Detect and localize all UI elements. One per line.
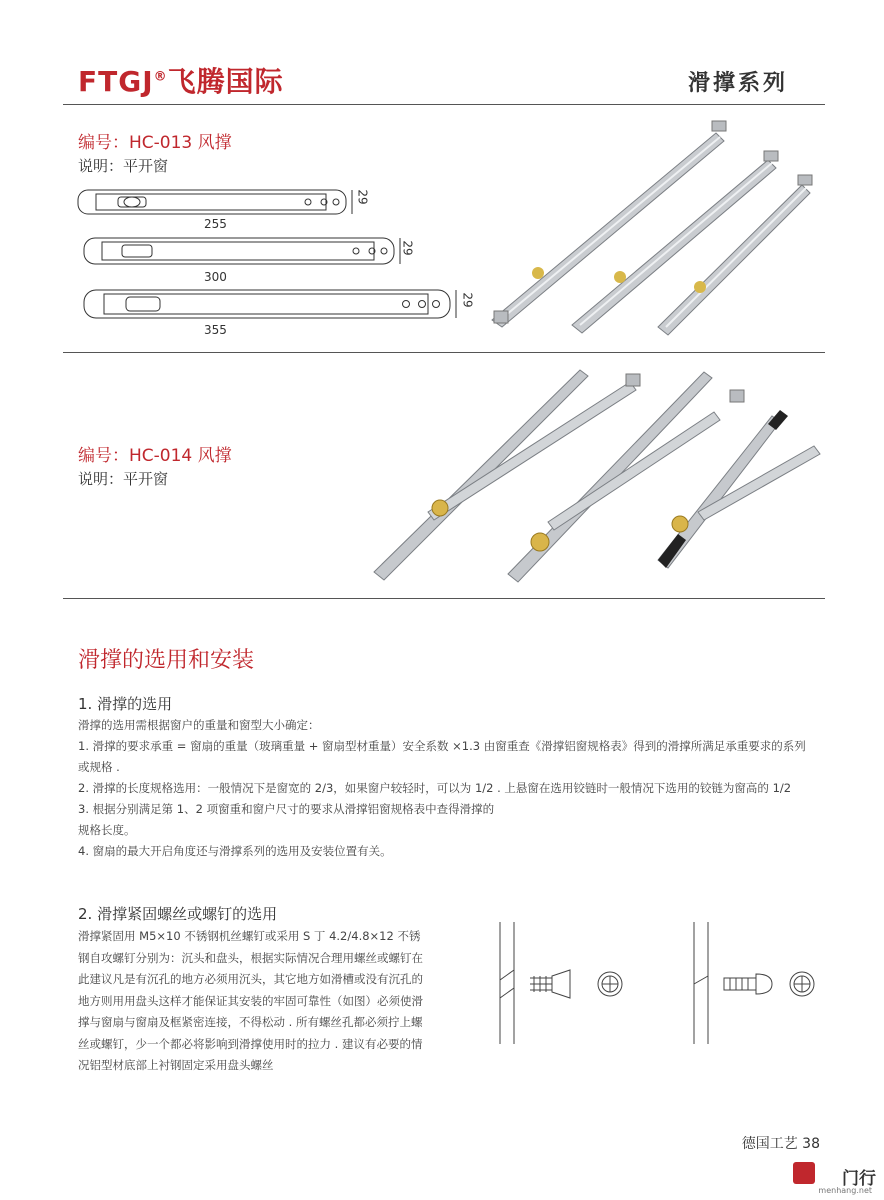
sec2-body [78, 926, 423, 1077]
drawing-355 [84, 290, 456, 318]
sec1-line: 规格长度。 [78, 823, 136, 837]
brand-logo [78, 60, 284, 100]
dim-length-2: 300 [204, 270, 227, 284]
sec2-line: 地方则用用盘头这样才能保证其安装的牢固可靠性（如图）必须使滑 [78, 993, 423, 1008]
sec2-line: 滑撑紧固用 M5×10 不锈钢机丝螺钉或采用 S 丁 4.2/4.8×12 不锈 [78, 929, 421, 943]
screw-diagram [490, 918, 830, 1048]
dim-height-1: 29 [355, 189, 370, 205]
dim-height-3: 29 [460, 292, 475, 308]
sec1-line: 1. 滑撑的要求承重 = 窗扇的重量（玻璃重量 + 窗扇型材重量）安全系数 ×1.3 由窗重查《滑撑铝窗规格表》得到的滑撑所满足承重要求的系列 [78, 739, 806, 753]
brand-latin: FTGJ [78, 65, 154, 98]
product2-code: 编号：HC-014 风撑 [78, 446, 232, 466]
divider-2 [63, 598, 825, 599]
brand-cn: 飞腾国际 [167, 65, 284, 98]
sec2-line: 钢自攻螺钉分别为：沉头和盘头，根据实际情况合理用螺丝或螺钉在 [78, 950, 423, 965]
countersunk-screw-figure [500, 922, 622, 1044]
sec2-heading: 2. 滑撑紧固螺丝或螺钉的选用 [78, 905, 278, 923]
drawing-255 [78, 190, 352, 214]
product1-desc: 说明：平开窗 [78, 157, 169, 175]
guide-title: 滑撑的选用和安装 [78, 648, 255, 673]
product2-desc: 说明：平开窗 [78, 470, 169, 488]
page-footer: 德国工艺 38 [741, 1136, 820, 1152]
header-rule [63, 104, 825, 105]
watermark-url: menhang.net [818, 1186, 872, 1195]
product1-dimension-drawings [70, 180, 470, 340]
sec2-line: 丝或螺钉，少一个都必将影响到滑撑使用时的拉力 . 建议有必要的情 [78, 1036, 423, 1051]
drawing-300 [84, 238, 400, 264]
sec1-body [78, 715, 806, 862]
sec2-line: 撑与窗扇与窗扇及框紧密连接，不得松动 . 所有螺丝孔都必须拧上螺 [78, 1015, 423, 1029]
sec1-line: 滑撑的选用需根据窗户的重量和窗型大小确定： [78, 718, 320, 732]
series-title: 滑撑系列 [687, 71, 788, 96]
product1-code: 编号：HC-013 风撑 [78, 133, 232, 153]
dim-length-1: 255 [204, 217, 227, 231]
sec1-line: 2. 滑撑的长度规格选用：一般情况下是窗宽的 2/3，如果窗户较轻时，可以为 1/2 . 上悬窗在选用铰链时一般情况下选用的铰链为窗高的 1/2 [78, 781, 792, 795]
dim-length-3: 355 [204, 323, 227, 337]
sec2-line: 况铝型材底部上衬钢固定采用盘头螺丝 [78, 1058, 274, 1072]
sec1-line: 4. 窗扇的最大开启角度还与滑撑系列的选用及安装位置有关。 [78, 844, 392, 858]
dim-height-2: 29 [400, 240, 415, 256]
sec1-line: 或规格 . [78, 760, 120, 774]
watermark-logo-icon [793, 1162, 815, 1184]
registered-mark: ® [153, 69, 168, 85]
product2-photo [368, 362, 828, 587]
stay-b [508, 372, 744, 582]
sec2-line: 此建议凡是有沉孔的地方必须用沉头，其它地方如滑槽或没有沉孔的 [78, 972, 423, 986]
product1-photo [480, 115, 830, 340]
sec1-line: 3. 根据分别满足第 1、2 项窗重和窗户尺寸的要求从滑撑铝窗规格表中查得滑撑的 [78, 802, 495, 816]
stay-a [374, 370, 640, 580]
watermark-name: 门行 [842, 1169, 876, 1189]
divider-1 [63, 352, 825, 353]
sec1-heading: 1. 滑撑的选用 [78, 695, 173, 713]
pan-head-screw-figure [694, 922, 814, 1044]
